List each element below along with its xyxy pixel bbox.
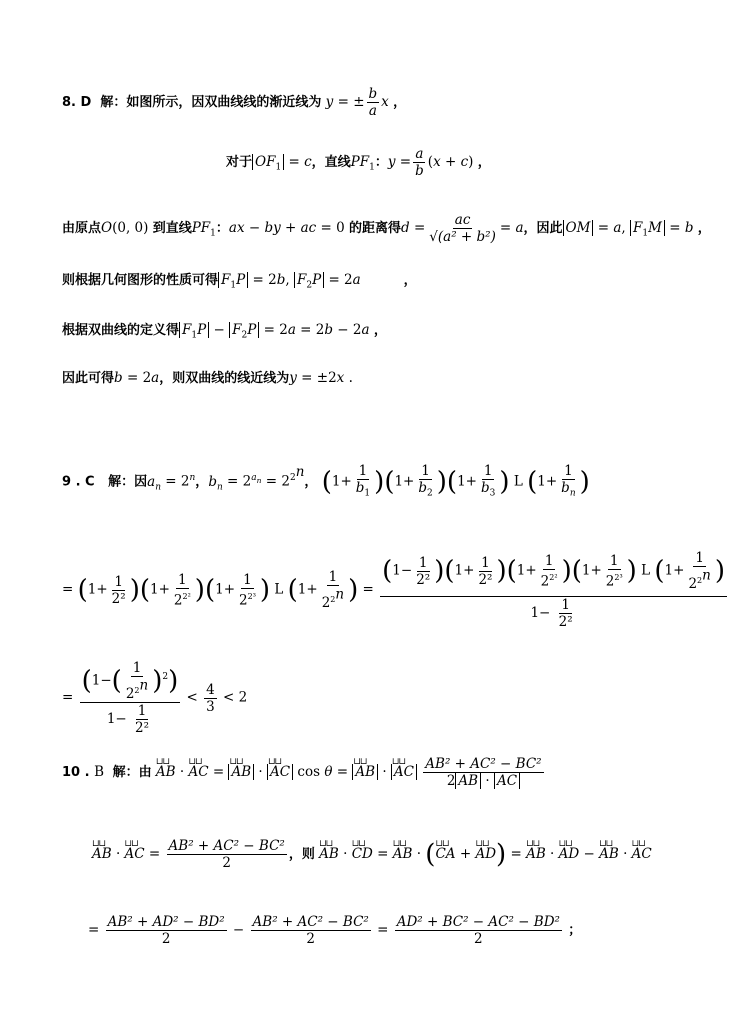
p9-line3: = (1−( $\frac{1}{2^{2^n}}$ )$^2$) 1− $\frac{1}{\text{2²}}$ < $\frac{4}{3}$ < 2 (62, 660, 248, 737)
p9-line2: = (1+ $\frac{1}{\text{2²}}$ )(1+ $\frac{1}{2^{2^2}}$ )(1+ $\frac{1}{2^{2^3}}$ ) L (1+ $\frac{1}{2^{2^n}}$ ) = (1− $\frac{1}{\text{2²}}$ )(1+ $\frac{1}{\text{2²}}$ )(1+ $\frac{1}{2^{2^2}}$ )(1+ $\frac{1}{2^{2^3}}$ ) L (1+ $\frac{1}{2^{2^n}}$ ) 1− $\frac{1}{\text{2²}}$ (62, 550, 725, 631)
p8-text-1 (0, 0, 1, 1)
p8-line1: 8. D 解：如图所示，因双曲线线的渐近线为 y = ± $\frac{b}{a}$ x ， (62, 86, 407, 119)
p10-line3: = $\frac{\text{AB² + AD² − BD²}}{2}$ − $\frac{\text{AB² + AC² − BC²}}{2}$ = $\frac{\text{AD² + BC² − AC² − BD²}}{2}$ ； (88, 914, 582, 947)
p8-line2: 对于 $OF_1 = c$，直线$PF_1$：y = $\frac{a}{b}$ (x + c) ， (226, 146, 491, 179)
p8-line4: 则根据几何图形的性质可得 $F_1P = 2b$, $F_2P = 2a$ ， (62, 272, 417, 291)
p9-line1: 9 . C 解：因$a_n = 2^n$，$b_n = 2^{a_n} = 2^{2^n}$， (1+ $\frac{1}{b_1}$ )(1+ $\frac{1}{b_2}$ )(1+ $\frac{1}{b_3}$ ) L (1+ $\frac{1}{b_n}$ ) (62, 462, 590, 499)
p8-line6: 因此可得b = 2a，则双曲线的线近线为y = ±2x . (62, 370, 353, 386)
p10-line2: ⊔⊔ AB · ⊔⊔ AC = $\frac{\text{AB² + AC² − BC²}}{2}$ ，则 ⊔⊔ AB · ⊔⊔ CD = ⊔⊔ AB · (⊔⊔ CA + ⊔⊔ AD) = ⊔⊔ AB · ⊔⊔ AD − ⊔⊔ AB · ⊔⊔ AC (92, 838, 652, 871)
p8-line5: 根据双曲线的定义得 $F_1P - F_2P = 2a = 2b - 2a$ ， (62, 322, 387, 341)
p10-line1: 10 . B 解：由 ⊔⊔ AB · ⊔⊔ AC = ⊔⊔ AB · ⊔⊔ AC cos θ = ⊔⊔ AB · ⊔⊔ AC $\frac{\text{AB² + AC² − BC²}}{2 AB \cdot AC}$ (62, 756, 546, 789)
p8-line3: 由原点O(0, 0) 到直线$PF_1$：ax − by + ac = 0 的距离得d = $\frac{ac}{\text{√(a² + b²)}}$ = a，因此 OM = a, $F_1M = b$ ， (62, 212, 711, 245)
